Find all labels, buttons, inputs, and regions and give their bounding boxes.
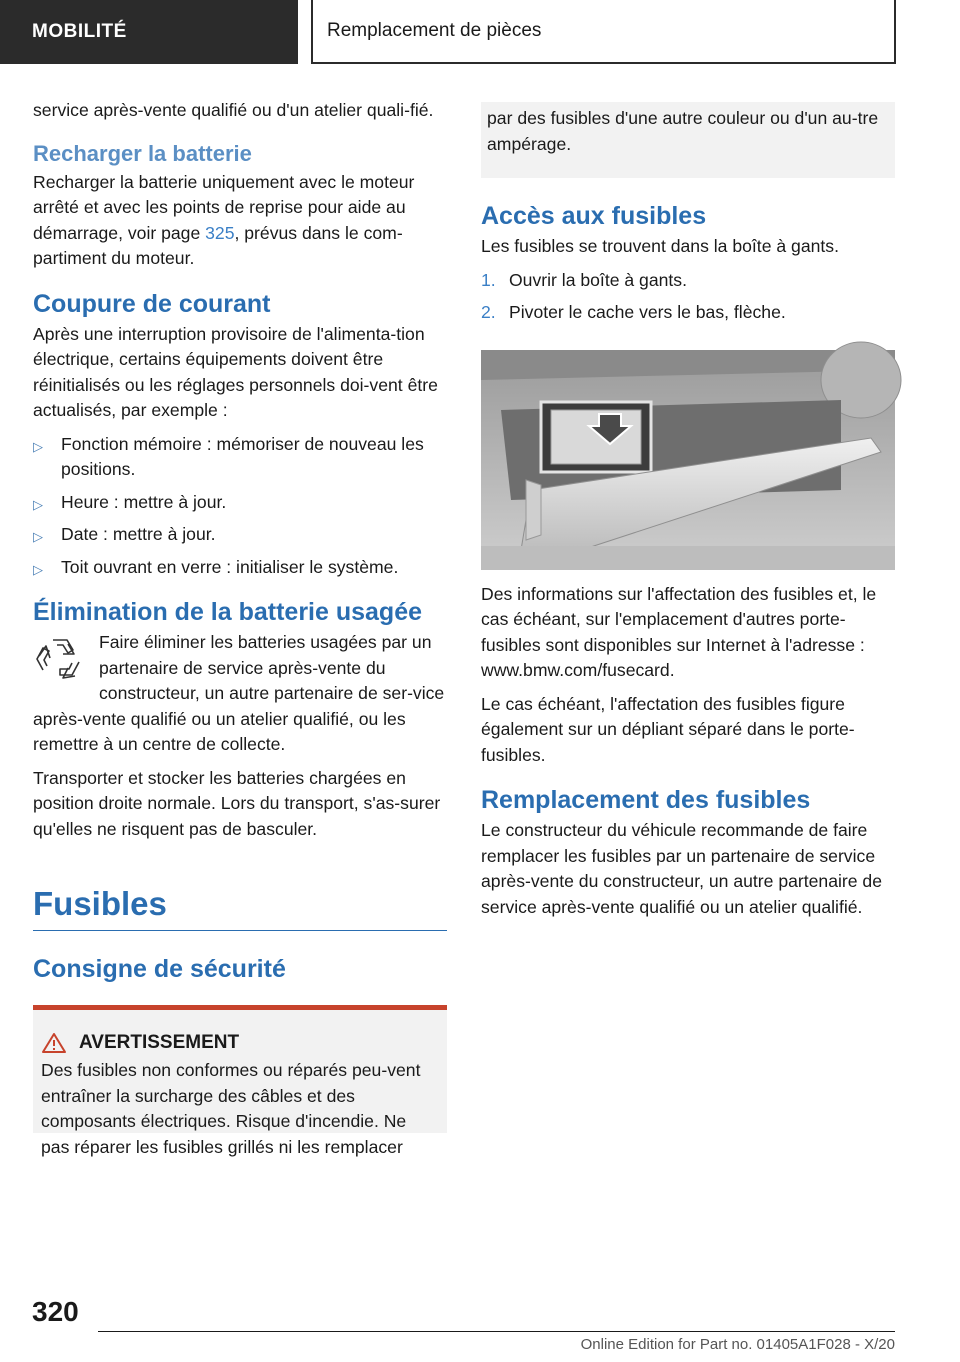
intro-paragraph: service après-vente qualifié ou d'un atelier quali-fié. bbox=[33, 100, 434, 120]
step-item bbox=[481, 268, 895, 294]
recharge-heading: Recharger la batterie bbox=[33, 140, 252, 166]
warning-box bbox=[33, 1005, 447, 1157]
acces-steps bbox=[481, 268, 895, 326]
triangle-bullet-icon: ▷ bbox=[33, 561, 43, 577]
list-item-text: Toit ouvrant en verre : initialiser le système. bbox=[61, 556, 399, 577]
transport-paragraph: Transporter et stocker les batteries chargées en position droite normale. Lors du transport, s'as-surer qu'elles ne risquent pas de basculer. bbox=[33, 767, 441, 839]
triangle-bullet-icon: ▷ bbox=[33, 496, 43, 512]
list-item bbox=[33, 432, 447, 483]
list-item-text: Date : mettre à jour. bbox=[61, 524, 216, 544]
glovebox-photo bbox=[481, 350, 895, 570]
recycle-icon bbox=[33, 632, 87, 686]
chapter-title: Remplacement de pièces bbox=[311, 0, 896, 64]
info-paragraph-1: Des informations sur l'affectation des fusibles et, le cas échéant, sur l'emplacement d'autres porte-fusibles sont disponibles sur Internet à l'adresse : www.bmw.com/fusecard. bbox=[481, 583, 877, 680]
step-item bbox=[481, 300, 895, 326]
coupure-paragraph: Après une interruption provisoire de l'alimenta-tion électrique, certains équipements doivent être réinitialisés ou les réglages personnels doi-vent être actualisés, par exemple : bbox=[33, 323, 438, 420]
list-item bbox=[33, 522, 447, 548]
acces-paragraph: Les fusibles se trouvent dans la boîte à gants. bbox=[481, 236, 839, 256]
warning-text: Des fusibles non conformes ou réparés peu-vent entraîner la surcharge des câbles et des composants électriques. Risque d'incendie. Ne pas réparer les fusibles grillés ni les remplacer bbox=[41, 1060, 421, 1157]
step-text: Pivoter le cache vers le bas, flèche. bbox=[509, 302, 786, 322]
footer-rule bbox=[98, 1331, 895, 1332]
recycle-block bbox=[33, 630, 447, 758]
list-item-text: Heure : mettre à jour. bbox=[61, 491, 227, 512]
info-paragraph-2: Le cas échéant, l'affectation des fusibles figure également sur un dépliant séparé dans le porte-fusibles. bbox=[481, 693, 855, 765]
triangle-bullet-icon: ▷ bbox=[33, 529, 43, 544]
coupure-heading: Coupure de courant bbox=[33, 289, 271, 318]
step-text: Ouvrir la boîte à gants. bbox=[509, 269, 687, 290]
elimination-paragraph: Faire éliminer les batteries usagées par un partenaire de service après-vente du constructeur, un autre partenaire de ser-vice après-vente qualifié ou un atelier qualifié, ou les remettre à un centre de collecte. bbox=[33, 632, 445, 754]
elimination-heading: Élimination de la batterie usagée bbox=[33, 598, 423, 626]
warning-continuation-text: par des fusibles d'une autre couleur ou d'un au-tre ampérage. bbox=[487, 108, 879, 154]
fusibles-heading: Fusibles bbox=[33, 882, 447, 931]
recharge-text-end: , prévus dans le com-partiment du moteur. bbox=[33, 222, 403, 268]
list-item-text: Fonction mémoire : mémoriser de nouveau les positions. bbox=[61, 433, 424, 479]
left-column bbox=[33, 98, 447, 1157]
warning-title bbox=[41, 1032, 439, 1054]
right-column bbox=[481, 102, 895, 928]
section-tab: MOBILITÉ bbox=[0, 0, 298, 64]
step-number: 2. bbox=[481, 302, 496, 322]
list-item bbox=[33, 555, 447, 581]
remplacement-heading: Remplacement des fusibles bbox=[481, 786, 811, 814]
step-number: 1. bbox=[481, 269, 496, 290]
warning-label: AVERTISSEMENT bbox=[79, 1032, 240, 1053]
consigne-heading: Consigne de sécurité bbox=[33, 955, 286, 983]
warning-triangle-icon bbox=[41, 1032, 67, 1054]
page-link[interactable]: 325 bbox=[205, 222, 235, 243]
edition-note: Online Edition for Part no. 01405A1F028 - X/20 bbox=[580, 1336, 895, 1353]
recharge-text: Recharger la batterie uniquement avec le moteur arrêté et avec les points de reprise pour aide au démarrage, voir page bbox=[33, 171, 415, 243]
page-number: 320 bbox=[32, 1296, 79, 1327]
remplacement-paragraph: Le constructeur du véhicule recommande de faire remplacer les fusibles par un partenaire de service après-vente du constructeur, un autre partenaire de service après-vente qualifié ou un atelier qualifié. bbox=[481, 820, 882, 917]
triangle-bullet-icon: ▷ bbox=[33, 438, 43, 454]
warning-continuation bbox=[481, 102, 895, 178]
recharge-paragraph bbox=[33, 170, 447, 272]
acces-heading: Accès aux fusibles bbox=[481, 202, 707, 230]
coupure-list bbox=[33, 432, 447, 581]
list-item bbox=[33, 490, 447, 516]
